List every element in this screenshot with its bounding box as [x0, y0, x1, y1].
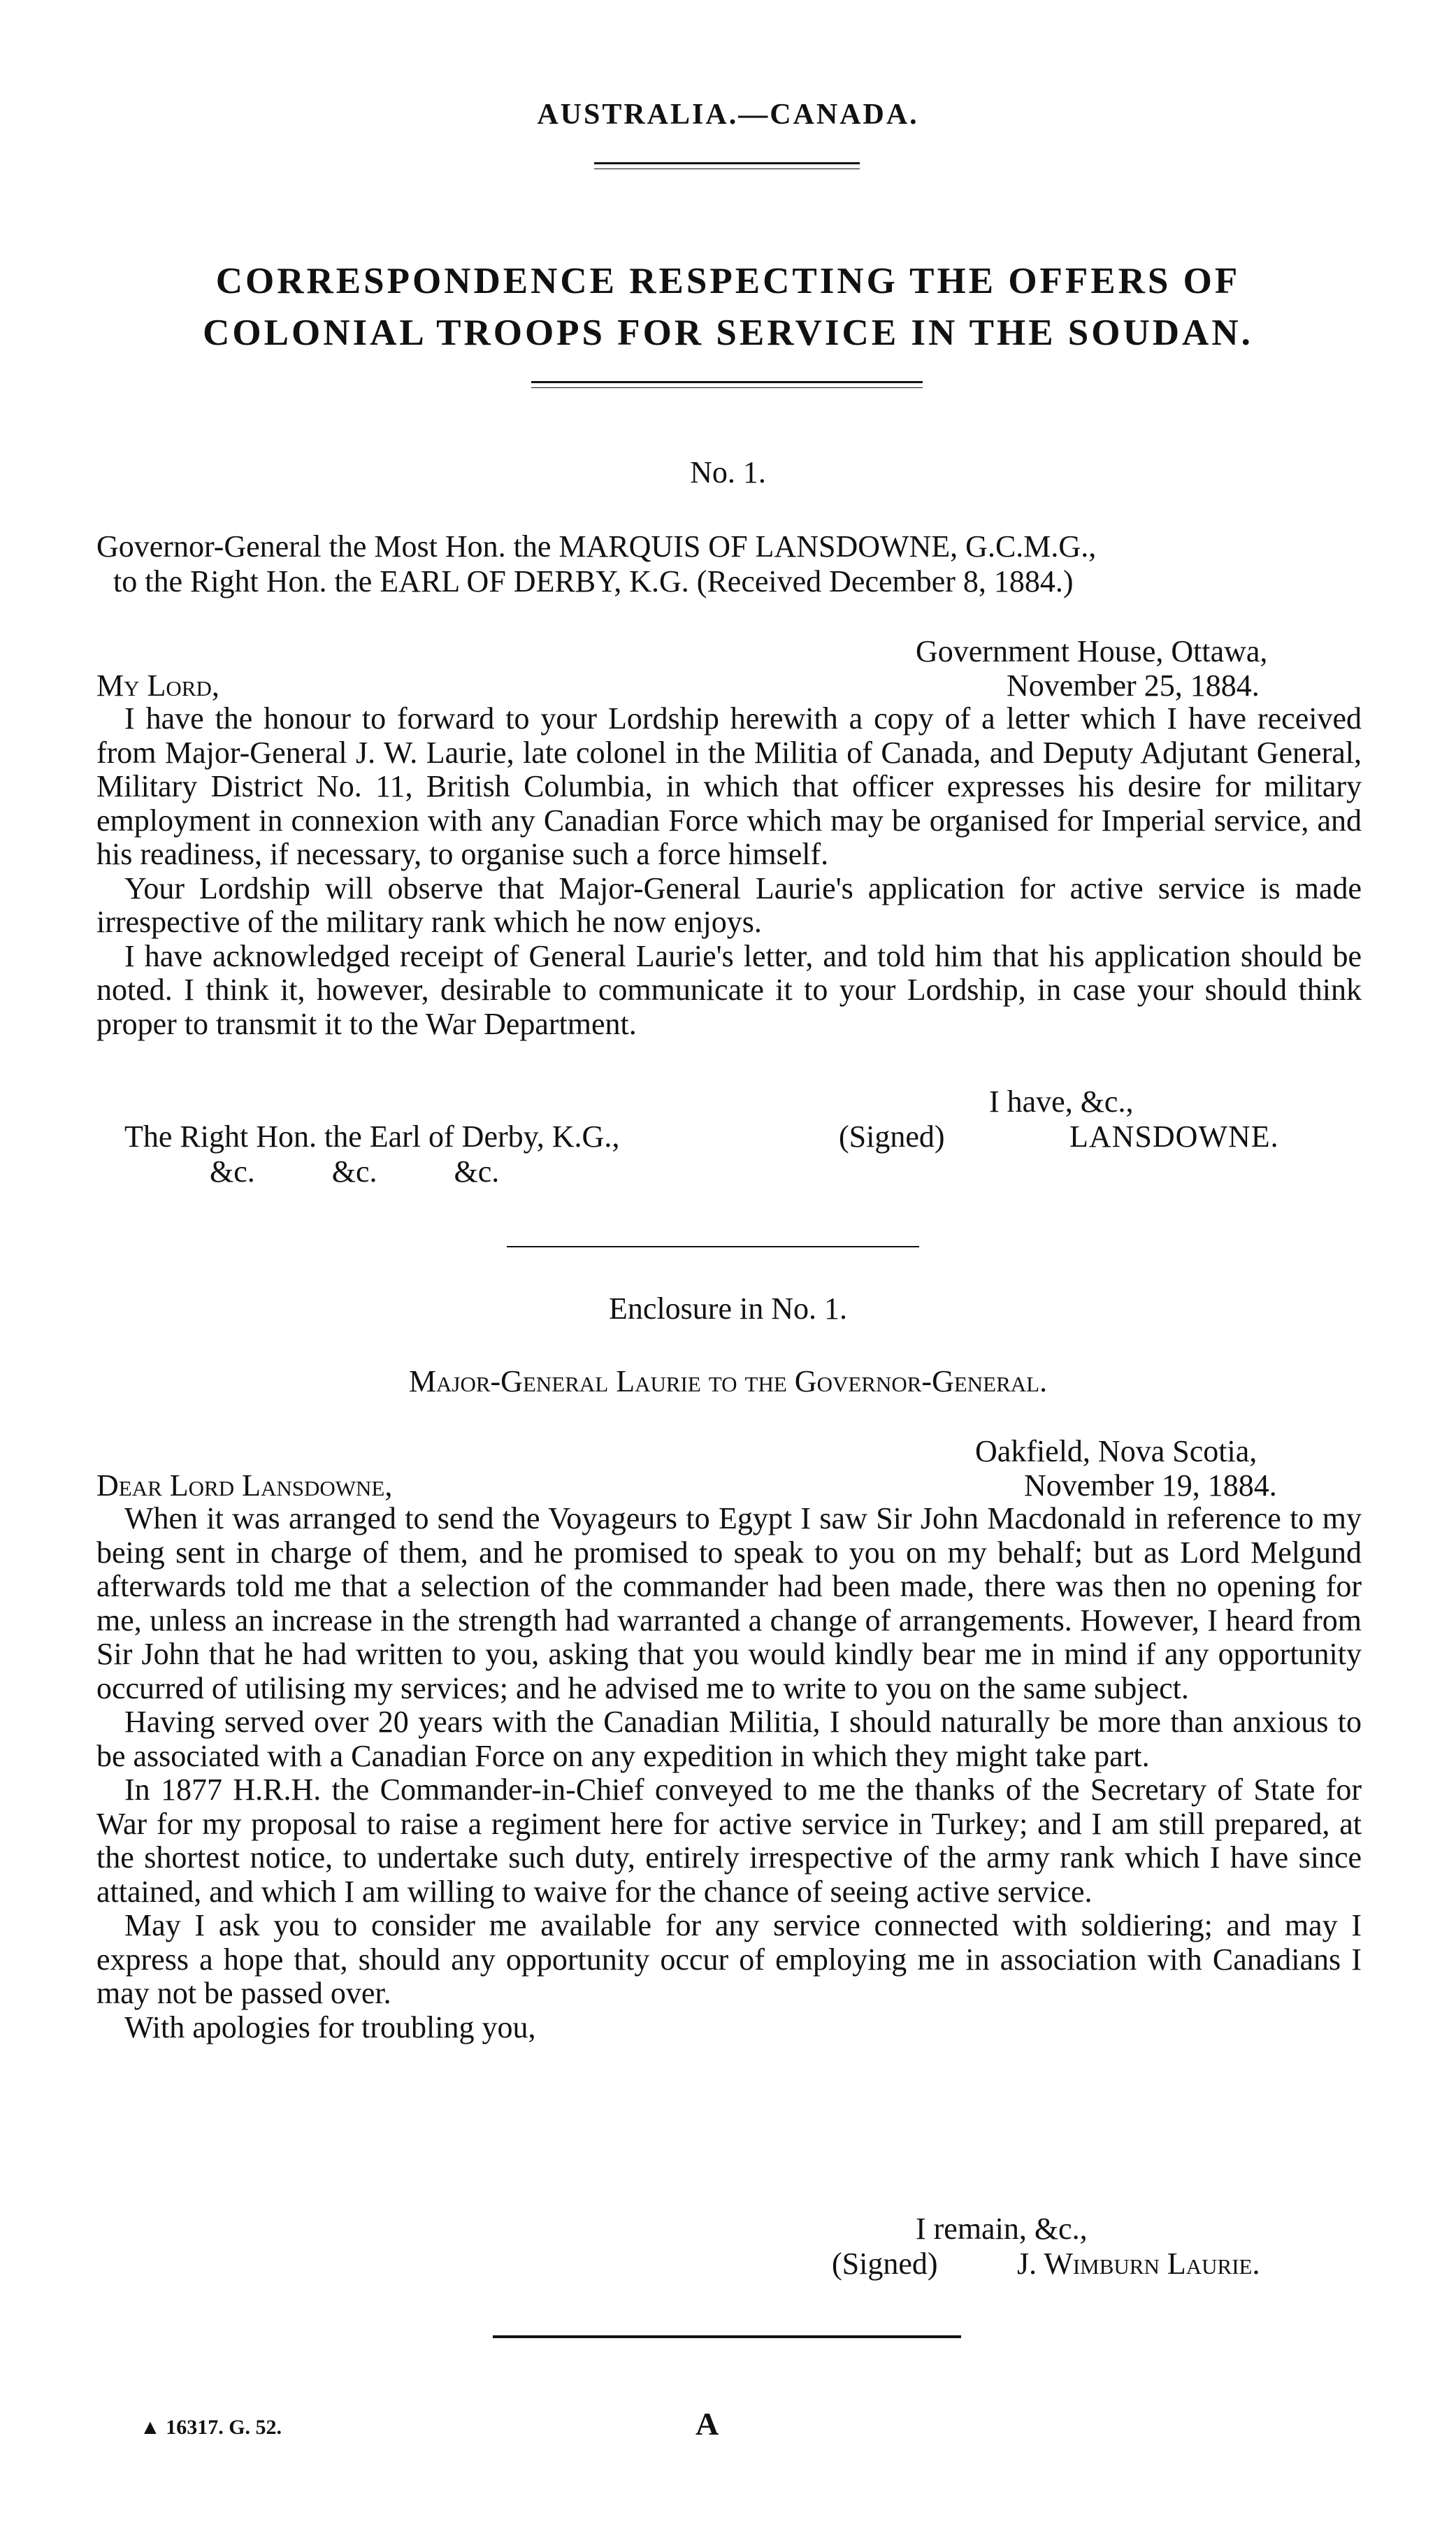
- closing-rule: [493, 2335, 961, 2338]
- letter-addressee-line2: &c. &c. &c.: [210, 1154, 500, 1189]
- letter-signed-label: (Signed): [839, 1119, 945, 1154]
- title-rule-thin: [531, 387, 923, 388]
- document-title-line2: COLONIAL TROOPS FOR SERVICE IN THE SOUDAN.: [203, 313, 1253, 353]
- enclosure-subheading: Major-General Laurie to the Governor-General.: [408, 1364, 1048, 1398]
- letter-place: Government House, Ottawa,: [916, 634, 1268, 668]
- enclosure-body: [96, 1502, 1362, 2044]
- print-mark: ▲ 16317. G. 52.: [140, 2416, 282, 2439]
- signature-letter: A: [695, 2406, 719, 2442]
- document-title-line1: CORRESPONDENCE RESPECTING THE OFFERS OF: [215, 261, 1241, 301]
- letter-paragraph: I have acknowledged receipt of General Laurie's letter, and told him that his application should be noted. I think it, however, desirable to communicate it to your Lordship, in case your should think proper to transmit it to the War Department.: [96, 938, 1362, 1041]
- letter-addressee-line1: The Right Hon. the Earl of Derby, K.G.,: [124, 1119, 620, 1154]
- letter-paragraph: Your Lordship will observe that Major-General Laurie's application for active service is made irrespective of the military rank which he now enjoys.: [96, 871, 1362, 939]
- enclosure-paragraph: In 1877 H.R.H. the Commander-in-Chief conveyed to me the thanks of the Secretary of State for War for my proposal to raise a regiment here for active service in Turkey; and I am still prepared, at the shortest notice, to undertake such duty, entirely irrespective of the army rank which I have since attained, and which I am willing to waive for the chance of seeing active service.: [96, 1772, 1362, 1909]
- enclosure-paragraph: When it was arranged to send the Voyageurs to Egypt I saw Sir John Macdonald in reference to my being sent in charge of them, and he promised to speak to you on my behalf; but as Lord Melgund afterwards told me that a selection of the commander had been made, there was then no opening for me, unless an increase in the strength had warranted a change of arrangements. However, I heard from Sir John that he had written to you, asking that you would kindly bear me in mind if any opportunity occurred of utilising my services; and he advised me to write to you on the same subject.: [96, 1501, 1362, 1705]
- letter-signature: LANSDOWNE.: [1069, 1119, 1279, 1154]
- letter-paragraph: I have the honour to forward to your Lordship herewith a copy of a letter which I have received from Major-General J. W. Laurie, late colonel in the Militia of Canada, and Deputy Adjutant General, Military District No. 11, British Columbia, in which that officer expresses his desire for military employment in connexion with any Canadian Force which may be organised for Imperial service, and his readiness, if necessary, to organise such a force himself.: [96, 701, 1362, 871]
- enclosure-paragraph: Having served over 20 years with the Canadian Militia, I should naturally be more than anxious to be associated with a Canadian Force on any expedition in which they might take part.: [96, 1705, 1362, 1773]
- enclosure-place: Oakfield, Nova Scotia,: [975, 1434, 1257, 1468]
- enclosure-closing: I remain, &c.,: [916, 2212, 1088, 2246]
- enclosure-salutation: Dear Lord Lansdowne,: [96, 1468, 393, 1503]
- enclosure-date: November 19, 1884.: [1024, 1468, 1277, 1503]
- running-title: AUSTRALIA.—CANADA.: [537, 99, 919, 131]
- letter-date: November 25, 1884.: [1007, 668, 1260, 703]
- enclosure-heading: Enclosure in No. 1.: [609, 1291, 847, 1326]
- enclosure-paragraph: With apologies for troubling you,: [124, 2010, 536, 2044]
- letter-salutation: My Lord,: [96, 668, 219, 703]
- letter-closing: I have, &c.,: [989, 1084, 1134, 1119]
- section-divider: [507, 1246, 919, 1247]
- letter-address-line1: Governor-General the Most Hon. the MARQUIS OF LANSDOWNE, G.C.M.G.,: [96, 529, 1097, 564]
- letter-address-line2: to the Right Hon. the EARL OF DERBY, K.G. (Received December 8, 1884.): [113, 564, 1074, 599]
- title-rule-thick: [531, 381, 923, 383]
- enclosure-paragraph: May I ask you to consider me available for any service connected with soldiering; and may I express a hope that, should any opportunity occur of employing me in association with Canadians I may not be passed over.: [96, 1908, 1362, 2010]
- letter-body: [96, 702, 1362, 1041]
- header-rule-thick: [594, 162, 860, 164]
- enclosure-signature: J. Wimburn Laurie.: [1017, 2247, 1260, 2281]
- letter-number: No. 1.: [690, 455, 766, 489]
- enclosure-signed-label: (Signed): [832, 2247, 938, 2281]
